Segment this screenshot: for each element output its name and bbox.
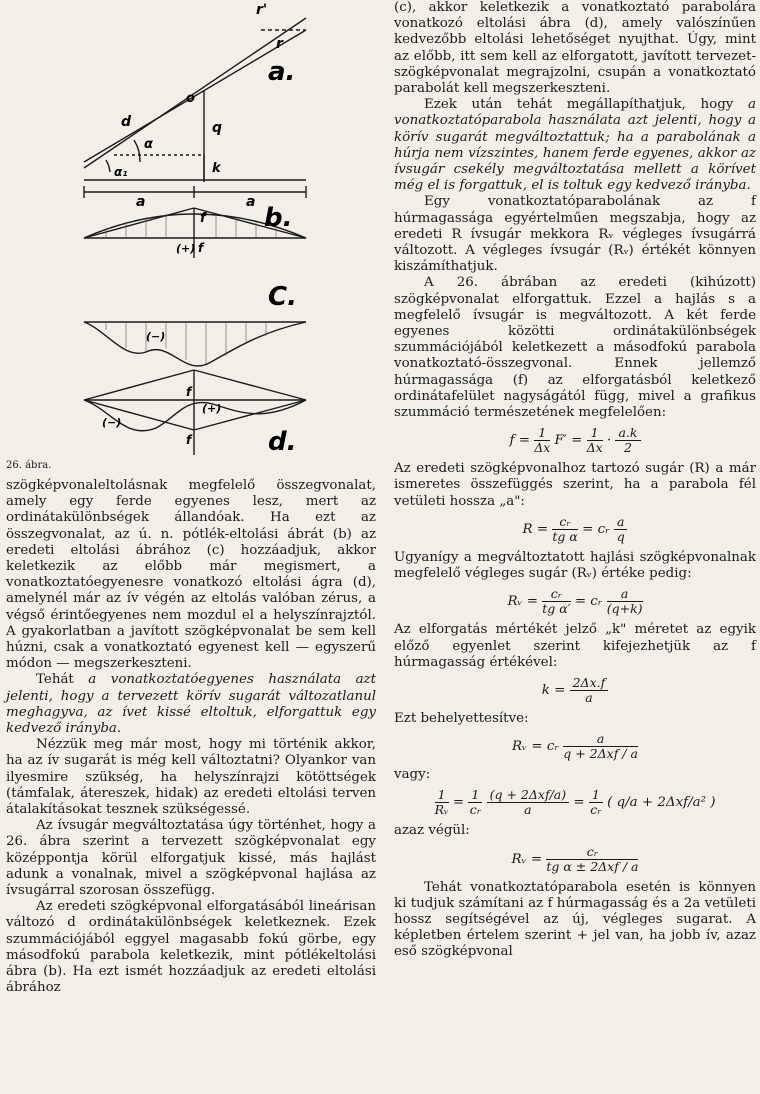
label-f-b-mid: f bbox=[198, 241, 204, 255]
original-line bbox=[84, 30, 306, 162]
fig-label-a: a. bbox=[268, 57, 296, 87]
left-column bbox=[6, 0, 376, 997]
left-paragraph-3: Nézzük meg már most, hogy mi történik akkor, ha az ív sugarát is még kell változtatni? Olyankor van ilyesmire szükség, ha helyszínrajzi kötöttségek (támfalak, átereszek, hidak) az eredeti eltolási terven átalakításokat tesznek szükségessé. bbox=[6, 737, 376, 818]
right-paragraph-8: Ezt behelyettesítve: bbox=[394, 710, 529, 726]
figure-caption: 26. ábra. bbox=[6, 460, 52, 471]
right-paragraph-7: Az elforgatás mértékét jelző „k" méretet az egyik előző egyenlet szerint kifejezhetjük az f húrmagasság értékével: bbox=[394, 622, 756, 670]
left-paragraph-5: Az eredeti szögképvonal elforgatásából lineárisan változó d ordinátakülönbségek keletkeznek. Ezek szummációjából eggyel magasabb fokú görbe, egy másodfokú parabola keletkezik, mint pótlékeltolási ábra (b). Ha ezt ismét hozzáadjuk az eredeti eltolási ábrához bbox=[6, 899, 376, 996]
figure-26 bbox=[6, 0, 376, 478]
label-alpha1: α₁ bbox=[114, 165, 128, 179]
label-a-left: a bbox=[136, 194, 146, 210]
label-alpha: α bbox=[144, 137, 153, 152]
right-paragraph-11: Tehát vonatkoztatóparabola esetén is könnyen ki tudjuk számítani az f húrmagasság és a 2a vetületi hossz segítségével az új, végleges sugarat. A képletben értelem szerint + jel van, ha jobb ív, azaz eső szögképvonal bbox=[394, 879, 756, 960]
equation-5: Rᵥ = cᵣ $\frac{a}{\text{q + 2Δxf / a}}$ bbox=[512, 731, 638, 762]
equation-7: Rᵥ = $\frac{\text{cᵣ}}{\text{tg α ± 2Δxf / a}}$ bbox=[511, 843, 639, 874]
fig-label-c: C. bbox=[268, 282, 297, 312]
fig-label-d: d. bbox=[268, 427, 297, 457]
label-r-prime: r' bbox=[256, 2, 268, 18]
label-r: r bbox=[276, 36, 283, 52]
right-paragraph-1: (c), akkor keletkezik a vonatkoztató parabolára vonatkozó eltolási ábra (d), amely valószínűen kedvezőbb eltolási lehetőséget nyujthat. Úgy, mint az előbb, itt sem kell az elforgatott, javított tervezet-szögképvonalat megrajzolni, csupán a vonatkoztató parabolát kell megszerkeszteni. bbox=[394, 0, 756, 97]
label-d-point: d bbox=[121, 114, 132, 130]
left-paragraph-2: Tehát a vonatkoztatóegyenes használata azt jelenti, hogy a tervezett körív sugarát változatlanul meghagyva, az ívet kissé eltoltuk, elforgattuk egy kedvező irányba. bbox=[6, 672, 376, 737]
label-f-b: f bbox=[200, 211, 206, 226]
label-a-right: a bbox=[246, 194, 256, 210]
label-o: o bbox=[186, 91, 195, 106]
fig-label-b: b. bbox=[264, 203, 293, 233]
label-q: q bbox=[212, 120, 223, 136]
label-plus-d: (+) bbox=[202, 402, 222, 415]
right-paragraph-4: A 26. ábrában az eredeti (kihúzott) szögképvonalat elforgattuk. Ezzel a hajlás s a megfelelő ívsugár is megváltozott. A két ferde egyenes közötti ordinátakülönbségek szummációjából keletkezett a másodfokú parabola vonatkoztató-összegvonal. Ennek jellemző húrmagassága (f) az elforgatásból keletkező ordinátafelület nagyságától függ, mivel a grafikus szummáció természetének megfelelően: bbox=[394, 275, 756, 421]
right-paragraph-9: vagy: bbox=[394, 767, 431, 783]
label-plus-b: (+) bbox=[176, 242, 196, 255]
equation-2: R = $\frac{\text{cᵣ}}{\text{tg α}}$ = cᵣ $\frac{a}{q}$ bbox=[394, 515, 756, 545]
right-paragraph-3: Egy vonatkoztatóparabolának az f húrmagassága egyértelműen megszabja, hogy az eredeti R ívsugár mekkora Rᵥ végleges ívsugárrá változott. A végleges ívsugár (Rᵥ) értékét könnyen kiszámíthatjuk. bbox=[394, 194, 756, 275]
label-minus-d: (−) bbox=[102, 416, 122, 429]
right-paragraph-2: Ezek után tehát megállapíthatjuk, hogy a vonatkoztatóparabola használata azt jelenti, hogy a körív sugarát megváltoztattuk; ha a parabolának a húrja nem vízszintes, hanem ferde egyenes, akkor az ívsugár csekély megváltoztatása mellett a körívet még el is forgattuk, el is toltuk egy kedvező irányba. bbox=[394, 97, 756, 194]
label-k: k bbox=[212, 161, 221, 176]
right-column bbox=[394, 0, 756, 961]
equation-3: Rᵥ = $\frac{\text{cᵣ}}{\text{tg α′}}$ = cᵣ $\frac{a}{(q+k)}$ bbox=[507, 586, 643, 617]
right-paragraph-5: Az eredeti szögképvonalhoz tartozó sugár (R) a már ismeretes összefüggés szerint, ha a parabola fél vetületi hossza „a": bbox=[394, 461, 756, 509]
label-f-d2: f bbox=[186, 433, 192, 447]
left-paragraph-1: szögképvonaleltolásnak megfelelő összegvonalat, amely egy ferde egyenes lesz, mert az ordinátakülönbségek állandóak. Ha ezt az összegvonalat, az ú. n. pótlék-eltolási ábrát (b) az eredeti eltolási ábrához (c) hozzáadjuk, akkor keletkezik az előbb már megismert, a vonatkoztatóegyenesre vonatkozó eltolási ágra (d), amelynél már az ív végén az eltolás valóban zérus, a végső érintőegyenes nem mozdul el a helyszínrajztól. A gyakorlatban a javított szögképvonalat be sem kell húzni, csak a vonatkoztató egyenest kell — egyszerű módon — megszerkeszteni. bbox=[6, 478, 376, 672]
right-paragraph-6: Ugyanígy a megváltoztatott hajlási szögképvonalnak megfelelő végleges sugár (Rᵥ) értéke pedig: bbox=[394, 549, 756, 582]
equation-1: f = $\frac{1}{\Delta x}$ F′ = $\frac{1}{\Delta x}$ · $\frac{a.k}{2}$ bbox=[394, 426, 756, 456]
label-minus-c: (−) bbox=[146, 330, 166, 343]
figure-26-drawing bbox=[6, 0, 376, 478]
equation-4: k = $\frac{2\Delta x.f}{a}$ bbox=[394, 676, 756, 706]
rotated-line bbox=[84, 18, 306, 168]
label-f-d1: f bbox=[186, 385, 192, 399]
left-paragraph-4: Az ívsugár megváltoztatása úgy történhet, hogy a 26. ábra szerint a tervezett szögképvonalat egy középpontja körül elforgatjuk kissé, más hajlást adunk a vonalnak, mivel a szögképvonal hajlása az ívsugárral szorosan összefügg. bbox=[6, 818, 376, 899]
equation-6: $\frac{1}{\text{Rᵥ}}$ = $\frac{1}{\text{cᵣ}}$ $\frac{\text{(q + 2Δxf/a)}}{a}$ = $\frac{1}{\text{cᵣ}}$ ( q/a + 2Δxf/a² ) bbox=[434, 787, 716, 818]
right-paragraph-10: azaz végül: bbox=[394, 823, 470, 839]
